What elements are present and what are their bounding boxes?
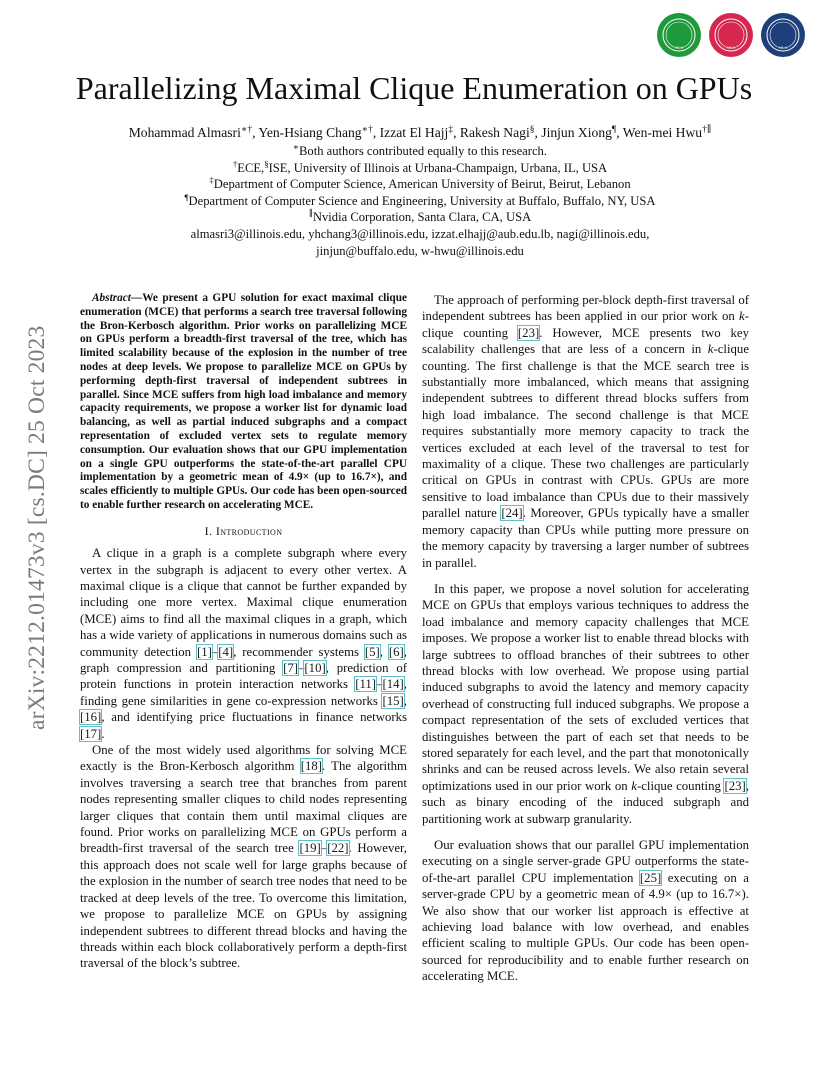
author-block: [40, 124, 800, 259]
email-line-2: jinjun@buffalo.edu, w-hwu@illinois.edu: [316, 243, 524, 258]
affiliation-nvidia: ∥Nvidia Corporation, Santa Clara, CA, USA: [308, 208, 532, 225]
citation-link[interactable]: [18]: [300, 759, 323, 774]
author-name: Wen-mei Hwu: [622, 125, 703, 140]
affiliation-uiuc: †ECE,§ISE, University of Illinois at Urbana-Champaign, Urbana, IL, USA: [232, 158, 608, 175]
affiliation-buffalo: ¶Department of Computer Science and Engineering, University at Buffalo, Buffalo, NY, USA: [184, 191, 656, 208]
author-affiliation-marks: ¶: [611, 124, 617, 135]
badge-text: V1.1: [674, 45, 684, 50]
citation-link[interactable]: [14]: [382, 677, 404, 692]
math-variable: k: [631, 778, 637, 793]
acm-badges: [656, 12, 806, 58]
author-name: Mohammad Almasri: [128, 125, 241, 140]
author-name: Izzat El Hajj: [379, 125, 449, 140]
abstract-label: Abstract: [92, 292, 131, 304]
author-name: Jinjun Xiong: [541, 125, 612, 140]
citation-link[interactable]: [23]: [517, 325, 540, 340]
author-affiliation-marks: ‡: [448, 124, 454, 135]
author-list: Mohammad Almasri∗†, Yen-Hsiang Chang∗†, Izzat El Hajj‡, Rakesh Nagi§, Jinjun Xiong¶, Wen-mei Hwu†∥: [128, 124, 712, 140]
citation-link[interactable]: [19]: [299, 841, 321, 856]
author-name: Rakesh Nagi: [459, 125, 530, 140]
affiliation-aub: ‡Department of Computer Science, American University of Beirut, Beirut, Lebanon: [209, 175, 631, 192]
math-variable: k: [707, 342, 714, 357]
author-name: Yen-Hsiang Chang: [258, 125, 362, 140]
intro-paragraph-2: One of the most widely used algorithms for solving MCE exactly is the Bron-Kerbosch algorithm [18]. The algorithm involves traversing a search tree that branches from parent nodes representing smaller cliques to child nodes representing larger cliques that contain them until maximal cliques are found. Prior works on parallelizing MCE on GPUs perform a breadth-first traversal of the search tree [19]–[22]. However, this approach does not scale well for large graphs because of the explosion in the number of search tree nodes that need to be tracked at deep levels of the tree. To overcome this limitation, we propose to parallelize MCE on GPUs by assigning independent subtrees to different thread blocks and having the threads within each block collaboratively perform a depth-first traversal of the block’s subtree.: [80, 743, 407, 971]
intro-paragraph-1: A clique in a graph is a complete subgraph where every vertex in the subgraph is adjacent to every other vertex. A maximal clique is a clique that cannot be further expanded by including one more vertex. Maximal clique enumeration (MCE) aims to find all the maximal cliques in a graph, which has a wide variety of applications in numerous domains such as community detection [1]–[4], recommender systems [5], [6], graph compression and partitioning [7]–[10], prediction of protein functions in protein interaction networks [11]–[14], finding gene similarities in gene co-expression networks [15], [16], and identifying price fluctuations in finance networks [17].: [80, 546, 408, 741]
artifacts-available-badge: [657, 13, 701, 57]
citation-link[interactable]: [23]: [724, 778, 746, 793]
citation-link[interactable]: [24]: [501, 506, 523, 521]
results-reproduced-badge: [761, 13, 805, 57]
paper-title: Parallelizing Maximal Clique Enumeration on GPUs: [75, 70, 753, 106]
citation-link[interactable]: [5]: [364, 644, 380, 659]
author-affiliation-marks: ∗†: [361, 124, 373, 135]
author-affiliation-marks: §: [529, 124, 535, 135]
citation-link[interactable]: [1]: [196, 644, 212, 659]
email-line-1: almasri3@illinois.edu, yhchang3@illinois.edu, izzat.elhajj@aub.edu.lb, nagi@illinois.edu,: [190, 226, 650, 241]
right-column: [422, 292, 749, 995]
badge-text: V1.1: [778, 45, 788, 50]
citation-link[interactable]: [6]: [388, 644, 404, 659]
citation-link[interactable]: [10]: [304, 661, 326, 675]
author-affiliation-marks: ∗†: [240, 124, 253, 135]
abstract: Abstract—We present a GPU solution for exact maximal clique enumeration (MCE) that performs a search tree traversal following the Bron-Kerbosch algorithm. Prior works on parallelizing MCE on GPUs perform a breadth-first traversal of the tree, which has limited scalability because of the explosion in the number of tree nodes at deep levels. We propose to parallelize MCE on GPUs by performing depth-first traversal of independent subtrees in parallel. Since MCE suffers from high load imbalance and memory capacity requirements, we propose a worker list for dynamic load balancing, as well as partial induced subgraphs and a compact representation of excluded vertex sets to regulate memory consumption. Our evaluation shows that our GPU implementation on a single GPU outperforms the state-of-the-art parallel CPU implementation by a geometric mean of 4.9× (up to 16.7×), and scales efficiently to multiple GPUs. Our code has been open-sourced to enable further research on accelerating MCE.: [80, 292, 407, 511]
artifacts-evaluated-badge: [709, 13, 753, 57]
section-heading-introduction: I. Introduction: [204, 523, 283, 538]
citation-link[interactable]: [17]: [80, 726, 102, 741]
citation-link[interactable]: [11]: [355, 677, 377, 692]
author-affiliation-marks: †∥: [702, 124, 712, 135]
citation-link[interactable]: [22]: [327, 841, 349, 856]
badge-text: V1.1: [726, 45, 736, 50]
citation-link[interactable]: [15]: [382, 693, 404, 708]
intro-paragraph-4: In this paper, we propose a novel solution for accelerating MCE on GPUs that employs various techniques to address the load imbalance and memory capacity challenges that MCE imposes. We propose a worker list to enable thread blocks with large subtrees to offload branches of their subtrees to other thread blocks with low overhead. We propose using partial induced subgraphs to avoid the latency and memory capacity overhead of constructing full induced subgraphs. We propose a compact representation of the sets of excluded vertices that distinguishes between the part of each set that needs to be stored separately for each level, and the part that monotonically shrinks and can be reused across levels. We also retain several optimizations used in our prior work on k-clique counting [23], such as binary encoding of the induced subgraph and partitioning work at subwarp granularity.: [422, 581, 750, 826]
intro-paragraph-3: The approach of performing per-block depth-first traversal of independent subtrees has been applied in our prior work on k-clique counting [23]. However, MCE presents two key scalability challenges that are less of a concern in k-clique counting. The first challenge is that the MCE search tree is substantially more imbalanced, which means that assigning independent subtrees to different thread blocks suffers from high load imbalance. The second challenge is that MCE requires substantially more memory capacity to track the vertices excluded at each level of the traversal to test for maximality of a clique. These two challenges are particularly critical on GPUs in contrast with CPUs. GPUs are more sensitive to load imbalance than CPUs due to their massively parallel nature [24]. Moreover, GPUs typically have a smaller memory capacity than CPUs while putting more pressure on the memory capacity by traversing a larger number of subtrees in parallel.: [422, 293, 749, 570]
arxiv-identifier: arXiv:2212.01473v3 [cs.DC] 25 Oct 2023: [24, 325, 50, 730]
citation-link[interactable]: [16]: [80, 710, 102, 725]
citation-link[interactable]: [25]: [639, 870, 662, 885]
citation-link[interactable]: [7]: [283, 661, 298, 675]
citation-link[interactable]: [4]: [218, 644, 234, 659]
math-variable: k: [739, 309, 745, 324]
left-column: [80, 292, 407, 972]
intro-paragraph-5: Our evaluation shows that our parallel GPU implementation executing on a single server-grade GPU outperforms the state-of-the-art parallel CPU implementation [25] executing on a server-grade CPU by a geometric mean of 4.9× (up to 16.7×). We also show that our worker list approach is effective at achieving load balance with low overhead, and enables efficient scaling to multiple GPUs. Our code has been open-sourced for reproducibility and to enable further research on accelerating MCE.: [422, 838, 749, 984]
equal-contribution-note: ∗Both authors contributed equally to this research.: [293, 142, 547, 158]
